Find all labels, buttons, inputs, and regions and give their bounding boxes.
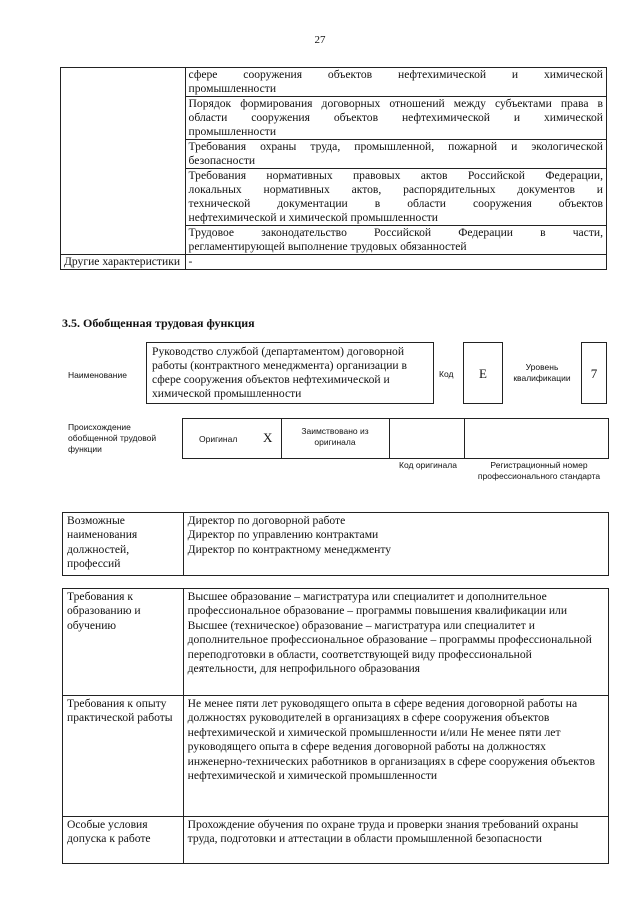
table-cell	[183, 513, 608, 576]
table-cell: Трудовое законодательство Российской Федерации в части, регламентирующей выполнение трудовых обязанностей	[185, 226, 606, 255]
page-number: 27	[314, 34, 326, 46]
table-cell: Не менее пяти лет руководящего опыта в сфере ведения договорной работы на должностях руководителей в организациях в сфере сооружения объектов нефтехимической и химической промышленности и/или Не менее пяти лет руководящего опыта в сфере ведения договорной работы на должностях инженерно-технических работников в организациях в сфере сооружения объектов нефтехимической и химической промышленности	[183, 696, 608, 817]
table-row	[63, 589, 609, 696]
positions-table	[62, 512, 609, 576]
table-cell: Требования нормативных правовых актов Российской Федерации, локальных нормативных актов, распорядительных документов и технической документации в области сооружения объектов нефтехимической и химической промышленности	[185, 169, 606, 226]
table-row	[63, 696, 609, 817]
level-value-box: 7	[581, 342, 607, 404]
borrowed-label: Заимствовано из оригинала	[301, 426, 369, 447]
reg-number-caption: Регистрационный номер профессионального стандарта	[477, 460, 601, 481]
table-cell: Высшее образование – магистратура или специалитет и дополнительное профессиональное образование – программы повышения квалификации или Высшее (техническое) образование – магистратура или специалитет и дополнительное профессиональное образование – программы профессиональной переподготовки в области, соответствующей виду профессиональной деятельности, для непрофильного образования	[183, 589, 608, 696]
table-label-cell: Требования к опыту практической работы	[63, 696, 184, 817]
table-cell: Прохождение обучения по охране труда и проверки знания требований охраны труда, подготовки и аттестации в области промышленной безопасности	[183, 817, 608, 864]
function-name-box: Руководство службой (департаментом) договорной работы (контрактного менеджмента) организации в сфере сооружения объектов нефтехимической и химической промышленности	[146, 342, 434, 404]
name-label: Наименование	[68, 370, 127, 380]
divider	[281, 419, 282, 458]
code-original-caption: Код оригинала	[399, 460, 457, 470]
table-label-cell: Возможные наименования должностей, профессий	[63, 513, 184, 576]
origin-label: Происхождение обобщенной трудовой функции	[68, 422, 157, 454]
divider	[464, 419, 465, 458]
divider	[389, 419, 390, 458]
level-label: Уровень квалификации	[513, 362, 571, 383]
position-item: Директор по управлению контрактами	[187, 528, 379, 542]
section-title: 3.5. Обобщенная трудовая функция	[62, 316, 255, 330]
code-value-box: Е	[463, 342, 503, 404]
table-row	[61, 68, 607, 97]
table-label-cell: Требования к образованию и обучению	[63, 589, 184, 696]
table-label-cell: Другие характеристики	[61, 255, 186, 270]
original-label: Оригинал	[199, 434, 238, 444]
table-cell: Требования охраны труда, промышленной, пожарной и экологической безопасности	[185, 140, 606, 169]
origin-row	[182, 418, 609, 459]
knowledge-table	[60, 67, 607, 270]
table-cell: -	[185, 255, 606, 270]
table-row	[63, 513, 609, 576]
table-label-cell: Особые условия допуска к работе	[63, 817, 184, 864]
table-row	[63, 817, 609, 864]
position-item: Директор по контрактному менеджменту	[187, 542, 392, 556]
requirements-table	[62, 588, 609, 864]
position-item: Директор по договорной работе	[187, 514, 346, 527]
table-row	[61, 255, 607, 270]
table-cell: Порядок формирования договорных отношений между субъектами права в области сооружения объектов нефтехимической и химической промышленности	[185, 97, 606, 140]
code-label: Код	[439, 369, 454, 379]
table-label-cell	[61, 68, 186, 255]
original-mark: X	[263, 430, 273, 445]
table-cell: сфере сооружения объектов нефтехимической и химической промышленности	[185, 68, 606, 97]
